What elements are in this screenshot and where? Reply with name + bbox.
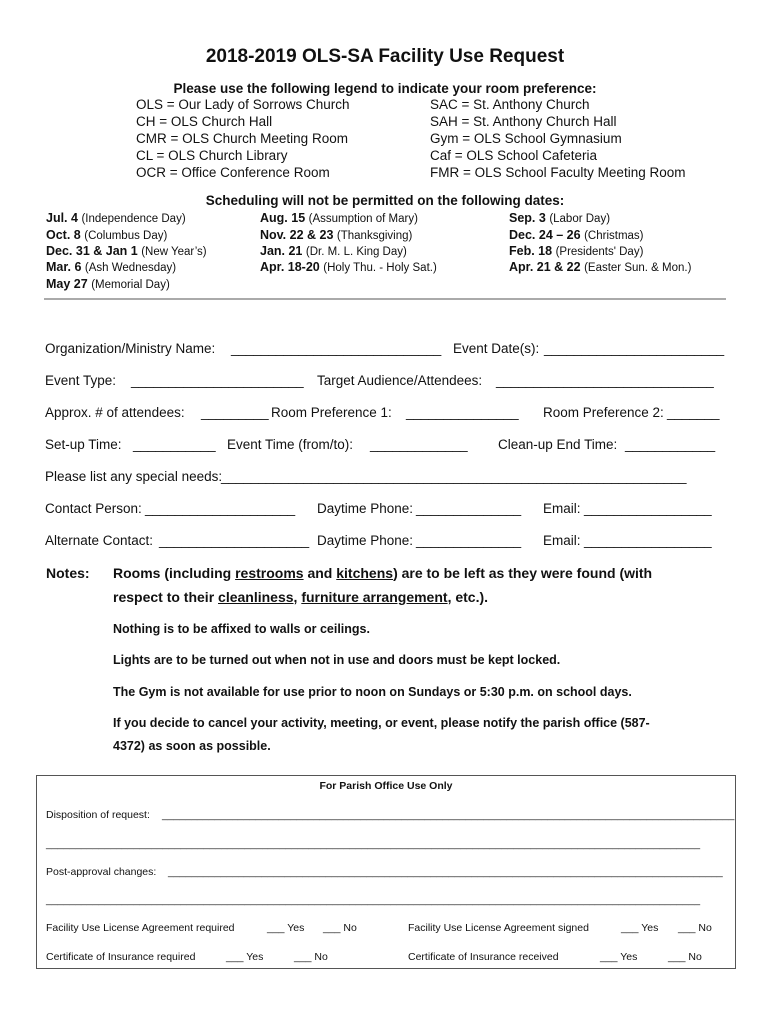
org-name-field[interactable]: ____________________________ xyxy=(231,341,442,356)
event-type-field[interactable]: _______________________ xyxy=(131,373,304,388)
blackout-date: Mar. 6 (Ash Wednesday) xyxy=(46,260,177,274)
coi-received-no[interactable]: ___ No xyxy=(668,951,702,963)
legend-item: SAH = St. Anthony Church Hall xyxy=(430,114,617,129)
note-gym: The Gym is not available for use prior to noon on Sundays or 5:30 p.m. on school days. xyxy=(113,685,632,699)
event-dates-field[interactable]: ________________________ xyxy=(544,341,725,356)
org-name-label: Organization/Ministry Name: xyxy=(45,341,216,356)
blackout-date: May 27 (Memorial Day) xyxy=(46,277,170,291)
setup-time-field[interactable]: ___________ xyxy=(133,437,216,452)
alternate-contact-field[interactable]: ____________________ xyxy=(159,533,310,548)
email-2-label: Email: xyxy=(543,533,581,548)
blackout-date: Sep. 3 (Labor Day) xyxy=(509,211,611,225)
coi-required-no[interactable]: ___ No xyxy=(294,951,328,963)
email-label: Email: xyxy=(543,501,581,516)
note-rooms-cont: respect to their cleanliness, furniture arrangement, etc.). xyxy=(113,589,489,605)
blackout-date: Apr. 18-20 (Holy Thu. - Holy Sat.) xyxy=(260,260,437,274)
room-pref-1-field[interactable]: _______________ xyxy=(406,405,519,420)
fula-required-no[interactable]: ___ No xyxy=(323,922,357,934)
note-affix: Nothing is to be affixed to walls or ceilings. xyxy=(113,622,370,636)
page-title: 2018-2019 OLS-SA Facility Use Request xyxy=(205,46,565,67)
legend-item: Caf = OLS School Cafeteria xyxy=(430,148,597,163)
legend-item: OCR = Office Conference Room xyxy=(136,165,330,180)
disposition-label: Disposition of request: xyxy=(46,809,150,821)
legend-item: CL = OLS Church Library xyxy=(136,148,288,163)
blackout-date: Dec. 24 – 26 (Christmas) xyxy=(509,228,644,242)
cleanup-time-field[interactable]: ____________ xyxy=(625,437,716,452)
legend-heading: Please use the following legend to indicate your room preference: xyxy=(173,81,597,96)
attendees-field[interactable]: _________ xyxy=(201,405,269,420)
note-lights: Lights are to be turned out when not in use and doors must be kept locked. xyxy=(113,653,561,667)
fula-required-label: Facility Use License Agreement required xyxy=(46,922,235,934)
notes-label: Notes: xyxy=(46,565,90,581)
contact-person-field[interactable]: ____________________ xyxy=(145,501,296,516)
schedule-heading: Scheduling will not be permitted on the following dates: xyxy=(205,193,565,208)
attendees-label: Approx. # of attendees: xyxy=(45,405,185,420)
note-rooms: Rooms (including restrooms and kitchens) are to be left as they were found (with xyxy=(113,565,653,581)
fula-signed-yes[interactable]: ___ Yes xyxy=(621,922,659,934)
alternate-contact-label: Alternate Contact: xyxy=(45,533,154,548)
contact-person-label: Contact Person: xyxy=(45,501,142,516)
cleanup-time-label: Clean-up End Time: xyxy=(498,437,618,452)
target-audience-label: Target Audience/Attendees: xyxy=(317,373,483,388)
post-approval-field[interactable]: _______________________________________________________________________________________________ xyxy=(168,866,723,878)
coi-received-label: Certificate of Insurance received xyxy=(408,951,559,963)
blackout-date: Aug. 15 (Assumption of Mary) xyxy=(260,211,418,225)
section-divider xyxy=(44,298,726,300)
post-approval-line-2[interactable]: ________________________________________________________________________________________________________________ xyxy=(46,894,701,906)
blackout-date: Oct. 8 (Columbus Day) xyxy=(46,228,168,242)
setup-time-label: Set-up Time: xyxy=(45,437,122,452)
fula-required-yes[interactable]: ___ Yes xyxy=(267,922,305,934)
event-dates-label: Event Date(s): xyxy=(453,341,540,356)
special-needs-field[interactable]: ______________________________________________________________ xyxy=(221,469,687,484)
blackout-date: Dec. 31 & Jan 1 (New Year’s) xyxy=(46,244,207,258)
event-time-label: Event Time (from/to): xyxy=(227,437,354,452)
blackout-date: Jan. 21 (Dr. M. L. King Day) xyxy=(260,244,407,258)
coi-required-yes[interactable]: ___ Yes xyxy=(226,951,264,963)
legend-item: SAC = St. Anthony Church xyxy=(430,97,590,112)
coi-required-label: Certificate of Insurance required xyxy=(46,951,196,963)
event-type-label: Event Type: xyxy=(45,373,117,388)
blackout-date: Apr. 21 & 22 (Easter Sun. & Mon.) xyxy=(509,260,692,274)
daytime-phone-label: Daytime Phone: xyxy=(317,501,414,516)
email-field[interactable]: _________________ xyxy=(584,501,712,516)
special-needs-label: Please list any special needs: xyxy=(45,469,223,484)
note-cancel-cont: 4372) as soon as possible. xyxy=(113,739,271,753)
disposition-field[interactable]: __________________________________________________________________________________________________ xyxy=(162,809,735,821)
blackout-date: Nov. 22 & 23 (Thanksgiving) xyxy=(260,228,413,242)
blackout-date: Feb. 18 (Presidents' Day) xyxy=(509,244,644,258)
target-audience-field[interactable]: _____________________________ xyxy=(496,373,714,388)
room-pref-2-label: Room Preference 2: xyxy=(543,405,664,420)
office-use-heading: For Parish Office Use Only xyxy=(319,780,453,792)
coi-received-yes[interactable]: ___ Yes xyxy=(600,951,638,963)
daytime-phone-2-field[interactable]: ______________ xyxy=(416,533,522,548)
post-approval-label: Post-approval changes: xyxy=(46,866,157,878)
legend-item: OLS = Our Lady of Sorrows Church xyxy=(136,97,350,112)
disposition-line-2[interactable]: ________________________________________________________________________________________________________________ xyxy=(46,838,701,850)
event-time-field[interactable]: _____________ xyxy=(370,437,468,452)
blackout-date: Jul. 4 (Independence Day) xyxy=(46,211,186,225)
daytime-phone-2-label: Daytime Phone: xyxy=(317,533,414,548)
room-pref-1-label: Room Preference 1: xyxy=(271,405,392,420)
email-2-field[interactable]: _________________ xyxy=(584,533,712,548)
fula-signed-label: Facility Use License Agreement signed xyxy=(408,922,589,934)
daytime-phone-field[interactable]: ______________ xyxy=(416,501,522,516)
legend-item: CH = OLS Church Hall xyxy=(136,114,273,129)
note-cancel: If you decide to cancel your activity, meeting, or event, please notify the parish office (587- xyxy=(113,716,650,730)
legend-item: Gym = OLS School Gymnasium xyxy=(430,131,622,146)
room-pref-2-field[interactable]: _______ xyxy=(667,405,720,420)
legend-item: CMR = OLS Church Meeting Room xyxy=(136,131,348,146)
legend-item: FMR = OLS School Faculty Meeting Room xyxy=(430,165,686,180)
fula-signed-no[interactable]: ___ No xyxy=(678,922,712,934)
